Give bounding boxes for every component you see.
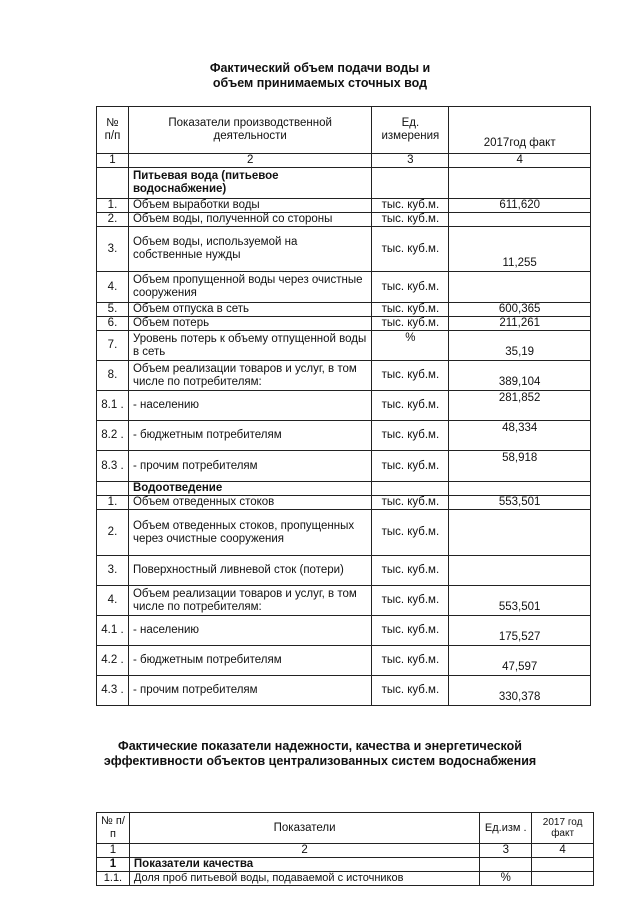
table-row — [97, 317, 591, 331]
empty-cell — [372, 168, 449, 199]
row-unit: тыс. куб.м. — [372, 361, 449, 391]
row-num: 8. — [97, 361, 129, 391]
row-num: 8.1 . — [97, 391, 129, 421]
row-unit: тыс. куб.м. — [372, 646, 449, 676]
table-row — [97, 586, 591, 616]
row-value: 47,597 — [449, 646, 591, 676]
table-row — [97, 199, 591, 213]
row-unit: тыс. куб.м. — [372, 496, 449, 510]
header-row — [97, 107, 591, 154]
row-name: Поверхностный ливневой сток (потери) — [128, 556, 371, 586]
row-num: 7. — [97, 331, 129, 361]
row-value: 389,104 — [449, 361, 591, 391]
index-cell: 3 — [480, 844, 532, 858]
table-row — [97, 676, 591, 706]
index-row — [97, 844, 594, 858]
section-name: Показатели качества — [129, 858, 479, 872]
row-unit: тыс. куб.м. — [372, 451, 449, 482]
header-num: № п/п — [97, 813, 130, 844]
row-num: 1.1. — [97, 872, 130, 886]
empty-cell — [480, 858, 532, 872]
title-line-1: Фактические показатели надежности, качества и энергетической — [118, 739, 522, 753]
table-row — [97, 872, 594, 886]
row-value: 553,501 — [449, 586, 591, 616]
row-unit: тыс. куб.м. — [372, 317, 449, 331]
table-row — [97, 496, 591, 510]
row-unit: тыс. куб.м. — [372, 391, 449, 421]
row-value: 330,378 — [449, 676, 591, 706]
title-line-2: эффективности объектов централизованных систем водоснабжения — [103, 754, 537, 768]
row-num: 1. — [97, 496, 129, 510]
row-value: 35,19 — [449, 331, 591, 361]
row-name: - населению — [128, 616, 371, 646]
row-unit: % — [480, 872, 532, 886]
row-num: 3. — [97, 556, 129, 586]
header-fact: 2017год факт — [449, 107, 591, 154]
row-unit: тыс. куб.м. — [372, 272, 449, 303]
row-num: 8.3 . — [97, 451, 129, 482]
row-num: 4.3 . — [97, 676, 129, 706]
row-name: Объем реализации товаров и услуг, в том числе по потребителям: — [128, 361, 371, 391]
row-name: Объем потерь — [128, 317, 371, 331]
reliability-table — [96, 812, 594, 886]
row-unit: тыс. куб.м. — [372, 616, 449, 646]
row-unit: тыс. куб.м. — [372, 213, 449, 227]
row-value: 600,365 — [449, 303, 591, 317]
row-num: 8.2 . — [97, 421, 129, 451]
row-name: Объем отведенных стоков, пропущенных через очистные сооружения — [128, 510, 371, 556]
empty-cell — [372, 482, 449, 496]
row-unit: тыс. куб.м. — [372, 199, 449, 213]
row-value — [449, 272, 591, 303]
row-num: 4. — [97, 272, 129, 303]
section-num — [97, 168, 129, 199]
section-num — [97, 482, 129, 496]
row-unit: тыс. куб.м. — [372, 421, 449, 451]
row-num: 2. — [97, 510, 129, 556]
title-line-1: Фактический объем подачи воды и — [209, 61, 431, 75]
water-supply-table — [96, 106, 591, 706]
row-name: Объем воды, полученной со стороны — [128, 213, 371, 227]
section-row-wastewater — [97, 482, 591, 496]
title-water-supply — [0, 61, 640, 91]
row-num: 4.1 . — [97, 616, 129, 646]
header-num: № п/п — [97, 107, 129, 154]
table-row — [97, 556, 591, 586]
row-name: Объем воды, используемой на собственные нужды — [128, 227, 371, 272]
row-unit: тыс. куб.м. — [372, 556, 449, 586]
row-name: - бюджетным потребителям — [128, 646, 371, 676]
row-value: 11,255 — [449, 227, 591, 272]
row-num: 6. — [97, 317, 129, 331]
row-value — [449, 510, 591, 556]
empty-cell — [532, 858, 594, 872]
row-name: - прочим потребителям — [128, 451, 371, 482]
row-num: 3. — [97, 227, 129, 272]
empty-cell — [449, 482, 591, 496]
title-line-2: объем принимаемых сточных вод — [212, 76, 428, 90]
table-row — [97, 213, 591, 227]
empty-cell — [449, 168, 591, 199]
row-num: 5. — [97, 303, 129, 317]
table-row — [97, 451, 591, 482]
row-name: Объем отведенных стоков — [128, 496, 371, 510]
header-indicator: Показатели — [129, 813, 479, 844]
index-cell: 4 — [449, 154, 591, 168]
row-name: Объем выработки воды — [128, 199, 371, 213]
header-unit: Ед.изм . — [480, 813, 532, 844]
header-fact: 2017 год факт — [532, 813, 594, 844]
title-reliability-indicators — [0, 739, 640, 769]
row-unit: тыс. куб.м. — [372, 510, 449, 556]
row-unit: % — [372, 331, 449, 361]
row-name: Объем отпуска в сеть — [128, 303, 371, 317]
row-value: 58,918 — [449, 451, 591, 482]
table-row — [97, 331, 591, 361]
row-name: - бюджетным потребителям — [128, 421, 371, 451]
section-row-drinking-water — [97, 168, 591, 199]
row-name: - прочим потребителям — [128, 676, 371, 706]
row-name: Объем реализации товаров и услуг, в том числе по потребителям: — [128, 586, 371, 616]
table-row — [97, 303, 591, 317]
header-indicator: Показатели производственной деятельности — [128, 107, 371, 154]
row-value — [532, 872, 594, 886]
index-cell: 1 — [97, 154, 129, 168]
table-row — [97, 421, 591, 451]
row-name: - населению — [128, 391, 371, 421]
row-unit: тыс. куб.м. — [372, 227, 449, 272]
table-row — [97, 391, 591, 421]
row-value: 611,620 — [449, 199, 591, 213]
row-name: Доля проб питьевой воды, подаваемой с источников — [129, 872, 479, 886]
row-value: 281,852 — [449, 391, 591, 421]
index-row — [97, 154, 591, 168]
row-num: 4.2 . — [97, 646, 129, 676]
index-cell: 4 — [532, 844, 594, 858]
row-value: 553,501 — [449, 496, 591, 510]
section-name: Питьевая вода (питьевое водоснабжение) — [128, 168, 371, 199]
table-row — [97, 272, 591, 303]
header-row — [97, 813, 594, 844]
section-row-quality — [97, 858, 594, 872]
index-cell: 3 — [372, 154, 449, 168]
row-num: 2. — [97, 213, 129, 227]
row-value — [449, 213, 591, 227]
index-cell: 2 — [128, 154, 371, 168]
table-row — [97, 646, 591, 676]
row-value: 175,527 — [449, 616, 591, 646]
index-cell: 2 — [129, 844, 479, 858]
row-value: 211,261 — [449, 317, 591, 331]
section-num: 1 — [97, 858, 130, 872]
row-name: Объем пропущенной воды через очистные сооружения — [128, 272, 371, 303]
row-value — [449, 556, 591, 586]
table-row — [97, 510, 591, 556]
index-cell: 1 — [97, 844, 130, 858]
row-value: 48,334 — [449, 421, 591, 451]
table-row — [97, 616, 591, 646]
table-row — [97, 227, 591, 272]
row-unit: тыс. куб.м. — [372, 303, 449, 317]
row-unit: тыс. куб.м. — [372, 676, 449, 706]
table-row — [97, 361, 591, 391]
row-num: 4. — [97, 586, 129, 616]
section-name: Водоотведение — [128, 482, 371, 496]
row-num: 1. — [97, 199, 129, 213]
row-unit: тыс. куб.м. — [372, 586, 449, 616]
row-name: Уровень потерь к объему отпущенной воды в сеть — [128, 331, 371, 361]
header-unit: Ед. измерения — [372, 107, 449, 154]
